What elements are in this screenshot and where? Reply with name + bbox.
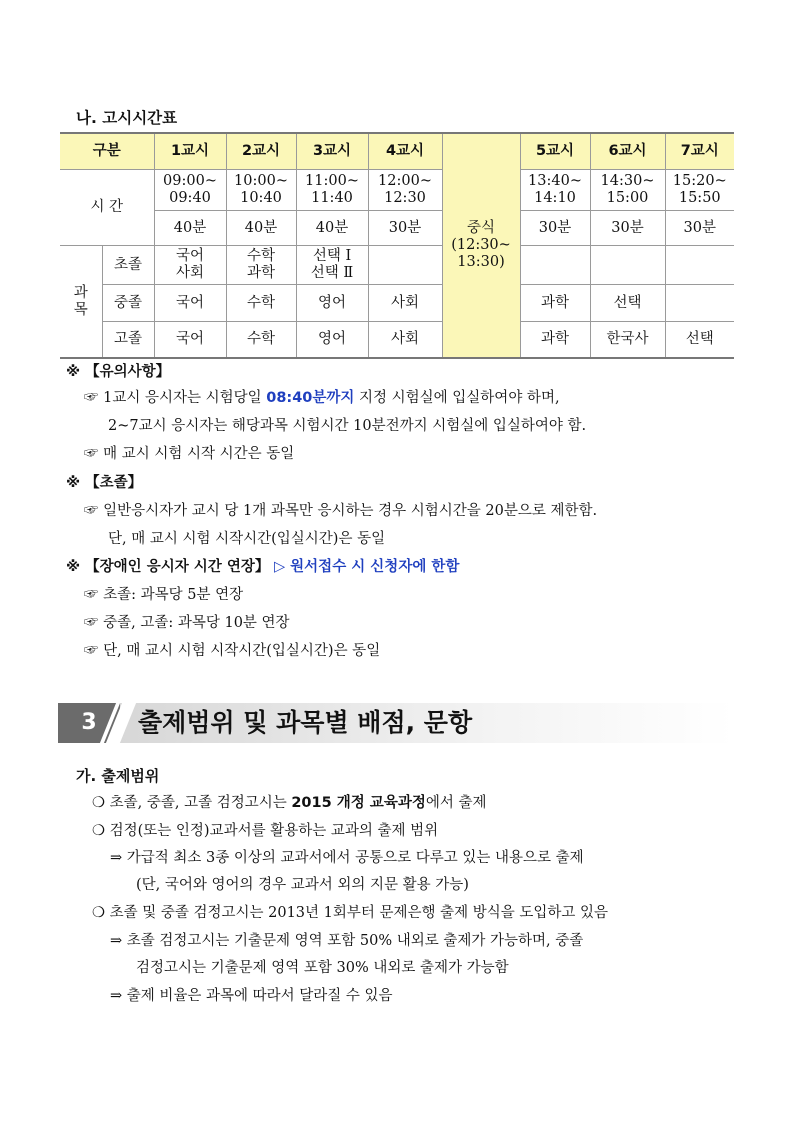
time-cell: 15:20~ 15:50 <box>665 170 734 211</box>
time-cell: 12:00~ 12:30 <box>368 170 442 211</box>
caution-line-1: ☞ 1교시 응시자는 시험당일 08:40분까지 지정 시험실에 입실하여야 하며, <box>84 390 560 406</box>
minutes-cell: 40분 <box>154 211 226 246</box>
level-label: 중졸 <box>102 285 154 322</box>
subject-cell: 수학 <box>226 322 296 359</box>
subject-cell: 과학 <box>520 285 590 322</box>
disability-title-line: ※ 【장애인 응시자 시간 연장】 ▷ 원서접수 시 신청자에 한함 <box>66 559 460 575</box>
scope-heading: 가. 출제범위 <box>76 767 160 785</box>
subject-cell: 수학 <box>226 285 296 322</box>
time-cell: 13:40~ 14:10 <box>520 170 590 211</box>
minutes-cell: 40분 <box>296 211 368 246</box>
caution-line-1-cont: 2~7교시 응시자는 해당과목 시험시간 10분전까지 시험실에 입실하여야 함. <box>108 418 587 434</box>
subject-cell <box>665 246 734 285</box>
subject-cell <box>520 246 590 285</box>
scope-bullet-1: ❍ 초졸, 중졸, 고졸 검정고시는 2015 개정 교육과정에서 출제 <box>92 795 487 811</box>
subject-cell: 영어 <box>296 322 368 359</box>
header-period-3: 3교시 <box>296 133 368 170</box>
scope-bullet-3-sub: ⇒ 초졸 검정고시는 기출문제 영역 포함 50% 내외로 출제가 가능하며, 중졸 <box>110 933 584 949</box>
subject-cell <box>665 285 734 322</box>
level-label: 고졸 <box>102 322 154 359</box>
subject-cell: 사회 <box>368 322 442 359</box>
disability-line-3: ☞ 단, 매 교시 시험 시작시간(입실시간)은 동일 <box>84 643 381 659</box>
cho-title: ※ 【초졸】 <box>66 475 143 491</box>
subject-cell: 선택 <box>590 285 665 322</box>
caution-line-2: ☞ 매 교시 시험 시작 시간은 동일 <box>84 446 295 462</box>
minutes-row <box>60 211 734 246</box>
caution-title: ※ 【유의사항】 <box>66 364 171 380</box>
cho-line-1-cont: 단, 매 교시 시험 시작시간(입실시간)은 동일 <box>108 531 386 547</box>
subject-cell: 국어 <box>154 285 226 322</box>
section-number: 3 <box>58 703 120 743</box>
cho-line-1: ☞ 일반응시자가 교시 당 1개 과목만 응시하는 경우 시험시간을 20분으로 제한함. <box>84 503 598 519</box>
time-row <box>60 170 734 211</box>
header-row <box>60 133 734 170</box>
scope-bullet-3-sub-2: ⇒ 출제 비율은 과목에 따라서 달라질 수 있음 <box>110 988 393 1004</box>
disability-line-1: ☞ 초졸: 과목당 5분 연장 <box>84 587 244 603</box>
subject-label: 과 목 <box>60 246 102 359</box>
subject-cell: 수학 과학 <box>226 246 296 285</box>
scope-bullet-2-sub: ⇒ 가급적 최소 3종 이상의 교과서에서 공통으로 다루고 있는 내용으로 출제 <box>110 850 584 866</box>
subject-cell: 선택 Ⅰ 선택 Ⅱ <box>296 246 368 285</box>
subject-cell <box>590 246 665 285</box>
subject-cell: 국어 <box>154 322 226 359</box>
time-label: 시 간 <box>60 170 154 246</box>
time-cell: 10:00~ 10:40 <box>226 170 296 211</box>
header-period-1: 1교시 <box>154 133 226 170</box>
subject-cell: 사회 <box>368 285 442 322</box>
header-category: 구분 <box>60 133 154 170</box>
minutes-cell: 30분 <box>590 211 665 246</box>
time-cell: 09:00~ 09:40 <box>154 170 226 211</box>
subject-cell: 영어 <box>296 285 368 322</box>
subject-cell <box>368 246 442 285</box>
header-period-7: 7교시 <box>665 133 734 170</box>
subject-cell: 선택 <box>665 322 734 359</box>
header-period-5: 5교시 <box>520 133 590 170</box>
time-cell: 14:30~ 15:00 <box>590 170 665 211</box>
minutes-cell: 30분 <box>368 211 442 246</box>
subject-row-cho <box>60 246 734 285</box>
lunch-cell: 중식 (12:30~ 13:30) <box>442 133 520 358</box>
minutes-cell: 40분 <box>226 211 296 246</box>
header-period-6: 6교시 <box>590 133 665 170</box>
exam-timetable <box>60 132 734 359</box>
subject-row-mid <box>60 285 734 322</box>
header-period-4: 4교시 <box>368 133 442 170</box>
scope-bullet-3-sub-cont: 검정고시는 기출문제 영역 포함 30% 내외로 출제가 가능함 <box>136 960 509 976</box>
subheading: 나. 고시시간표 <box>76 109 178 127</box>
level-label: 초졸 <box>102 246 154 285</box>
disability-line-2: ☞ 중졸, 고졸: 과목당 10분 연장 <box>84 615 290 631</box>
scope-bullet-2-sub-cont: (단, 국어와 영어의 경우 교과서 외의 지문 활용 가능) <box>136 877 469 893</box>
time-cell: 11:00~ 11:40 <box>296 170 368 211</box>
section-title: 출제범위 및 과목별 배점, 문항 <box>138 708 473 737</box>
scope-bullet-3: ❍ 초졸 및 중졸 검정고시는 2013년 1회부터 문제은행 출제 방식을 도입하고 있음 <box>92 905 609 921</box>
subject-cell: 과학 <box>520 322 590 359</box>
subject-row-hi <box>60 322 734 359</box>
header-period-2: 2교시 <box>226 133 296 170</box>
minutes-cell: 30분 <box>665 211 734 246</box>
minutes-cell: 30분 <box>520 211 590 246</box>
subject-cell: 국어 사회 <box>154 246 226 285</box>
subject-cell: 한국사 <box>590 322 665 359</box>
scope-bullet-2: ❍ 검정(또는 인정)교과서를 활용하는 교과의 출제 범위 <box>92 823 439 839</box>
